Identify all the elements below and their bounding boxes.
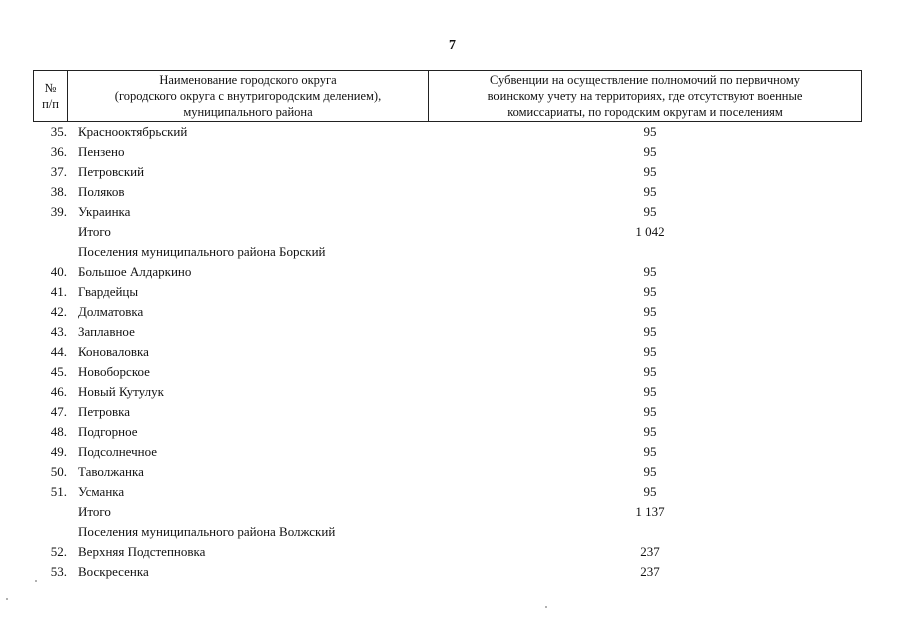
row-name: Большое Алдаркино bbox=[78, 264, 192, 279]
table-row bbox=[0, 362, 905, 382]
row-name: Таволжанка bbox=[78, 464, 144, 479]
row-value: 95 bbox=[643, 284, 657, 299]
table-row bbox=[0, 122, 905, 142]
header-subsidy-label: Субвенции на осуществление полномочий по первичному воинскому учету на территориях, где отсутствуют военные комиссариаты, по городским округам и поселениям bbox=[487, 73, 803, 119]
row-number: 44. bbox=[50, 344, 67, 359]
row-name: Верхняя Подстепновка bbox=[78, 544, 206, 559]
row-name: Украинка bbox=[78, 204, 131, 219]
row-number: 35. bbox=[50, 124, 67, 139]
row-name: Долматовка bbox=[78, 304, 144, 319]
table-row bbox=[0, 222, 905, 242]
table-row bbox=[0, 482, 905, 502]
table-row bbox=[0, 282, 905, 302]
table-row bbox=[0, 182, 905, 202]
row-number: 36. bbox=[50, 144, 67, 159]
row-value: 95 bbox=[643, 264, 657, 279]
table-row bbox=[0, 302, 905, 322]
table-body bbox=[0, 122, 905, 582]
scan-speck bbox=[35, 580, 37, 582]
row-value: 1 042 bbox=[635, 224, 665, 239]
header-number-column bbox=[33, 70, 68, 122]
row-name: Подсолнечное bbox=[78, 444, 158, 459]
row-name: Воскресенка bbox=[78, 564, 149, 579]
row-value: 95 bbox=[643, 184, 657, 199]
row-value: 95 bbox=[643, 364, 657, 379]
table-row bbox=[0, 442, 905, 462]
table-row bbox=[0, 322, 905, 342]
row-number: 49. bbox=[50, 444, 67, 459]
row-name: Итого bbox=[78, 504, 111, 519]
header-name-column bbox=[68, 70, 429, 122]
row-name: Поселения муниципального района Волжский bbox=[78, 524, 336, 539]
header-name-label: Наименование городского округа (городского округа с внутригородским делением), муниципального района bbox=[114, 73, 382, 119]
row-value: 95 bbox=[643, 404, 657, 419]
scan-speck bbox=[545, 606, 547, 608]
table-row bbox=[0, 382, 905, 402]
row-number: 51. bbox=[50, 484, 67, 499]
row-number: 39. bbox=[50, 204, 67, 219]
row-name: Новоборское bbox=[78, 364, 150, 379]
table-row bbox=[0, 162, 905, 182]
row-name: Пензено bbox=[78, 144, 125, 159]
row-name: Краснооктябрьский bbox=[78, 124, 188, 139]
row-name: Коноваловка bbox=[78, 344, 149, 359]
table-row bbox=[0, 402, 905, 422]
row-number: 42. bbox=[50, 304, 67, 319]
row-value: 95 bbox=[643, 204, 657, 219]
row-value: 95 bbox=[643, 124, 657, 139]
row-value: 95 bbox=[643, 384, 657, 399]
row-value: 95 bbox=[643, 484, 657, 499]
row-value: 95 bbox=[643, 344, 657, 359]
row-name: Петровский bbox=[78, 164, 145, 179]
scan-speck bbox=[6, 598, 8, 600]
row-value: 95 bbox=[643, 144, 657, 159]
row-name: Итого bbox=[78, 224, 111, 239]
table-row bbox=[0, 262, 905, 282]
table-row bbox=[0, 242, 905, 262]
row-number: 50. bbox=[50, 464, 67, 479]
row-value: 95 bbox=[643, 164, 657, 179]
header-subsidy-column bbox=[429, 70, 862, 122]
header-number-label: № п/п bbox=[42, 81, 59, 111]
row-number: 53. bbox=[50, 564, 67, 579]
row-number: 46. bbox=[50, 384, 67, 399]
row-number: 47. bbox=[50, 404, 67, 419]
row-name: Подгорное bbox=[78, 424, 138, 439]
row-name: Заплавное bbox=[78, 324, 135, 339]
table-row bbox=[0, 502, 905, 522]
row-number: 43. bbox=[50, 324, 67, 339]
table-row bbox=[0, 422, 905, 442]
row-number: 45. bbox=[50, 364, 67, 379]
row-name: Петровка bbox=[78, 404, 131, 419]
row-number: 48. bbox=[50, 424, 67, 439]
table-row bbox=[0, 142, 905, 162]
table-row bbox=[0, 522, 905, 542]
row-value: 95 bbox=[643, 424, 657, 439]
row-value: 237 bbox=[640, 544, 660, 559]
table-row bbox=[0, 342, 905, 362]
table-row bbox=[0, 462, 905, 482]
row-value: 237 bbox=[640, 564, 660, 579]
page-number: 7 bbox=[449, 38, 456, 53]
row-number: 52. bbox=[50, 544, 67, 559]
row-number: 38. bbox=[50, 184, 67, 199]
row-number: 41. bbox=[50, 284, 67, 299]
row-value: 95 bbox=[643, 324, 657, 339]
row-value: 95 bbox=[643, 304, 657, 319]
row-name: Поляков bbox=[78, 184, 125, 199]
table-row bbox=[0, 202, 905, 222]
row-name: Гвардейцы bbox=[78, 284, 139, 299]
row-name: Новый Кутулук bbox=[78, 384, 164, 399]
table-row bbox=[0, 562, 905, 582]
row-value: 95 bbox=[643, 464, 657, 479]
row-number: 40. bbox=[50, 264, 67, 279]
row-number: 37. bbox=[50, 164, 67, 179]
table-row bbox=[0, 542, 905, 562]
row-value: 95 bbox=[643, 444, 657, 459]
row-name: Поселения муниципального района Борский bbox=[78, 244, 326, 259]
row-name: Усманка bbox=[78, 484, 125, 499]
row-value: 1 137 bbox=[635, 504, 665, 519]
